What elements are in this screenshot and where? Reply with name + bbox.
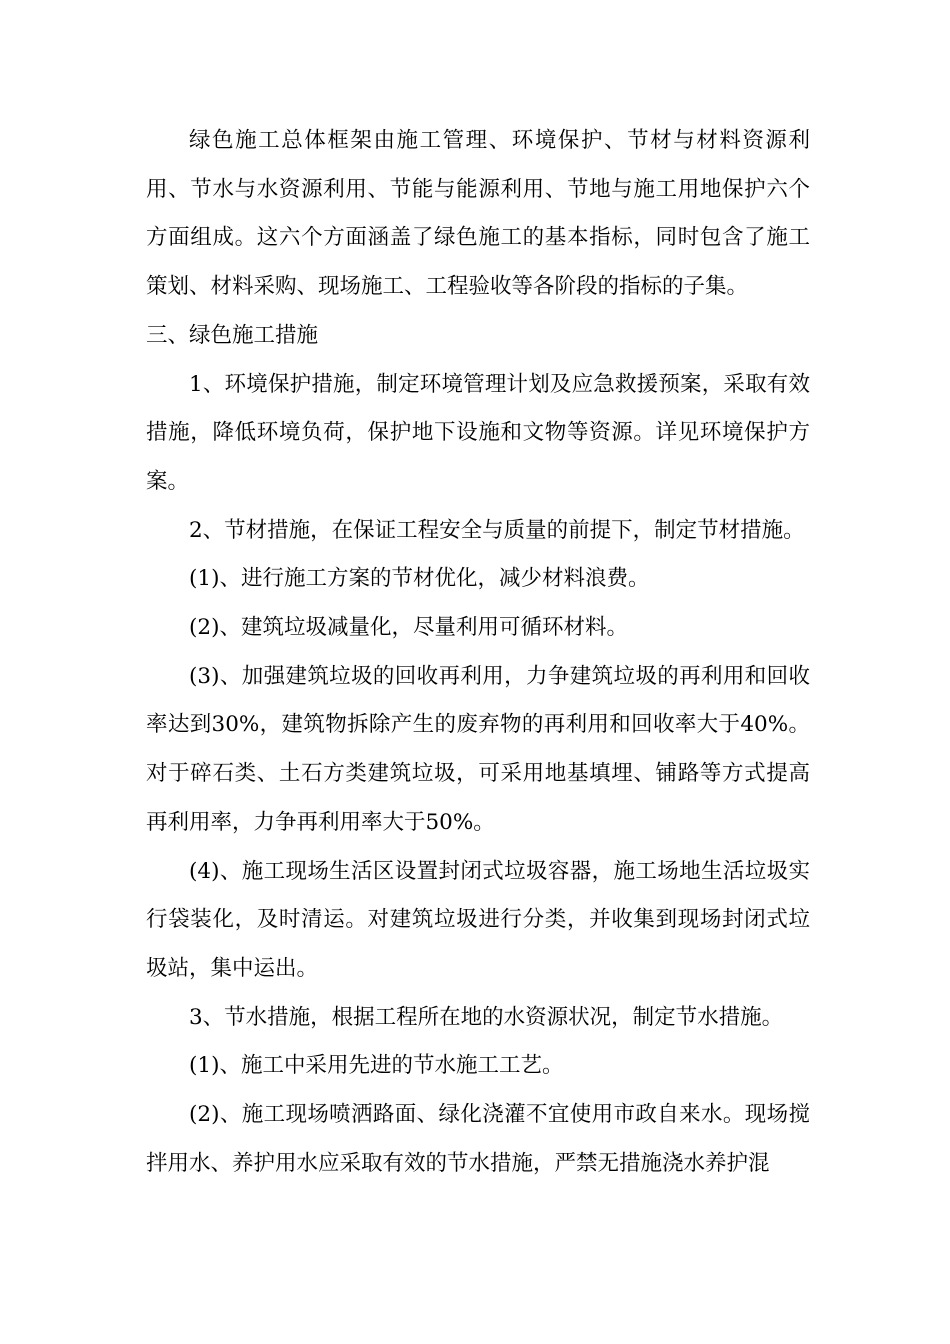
paragraph-material-saving: 2、节材措施，在保证工程安全与质量的前提下，制定节材措施。	[189, 517, 805, 543]
paragraph-water-item-2: (2)、施工现场喷洒路面、绿化浇灌不宜使用市政自来水。现场搅拌用水、养护用水应采取有效的节水措施，严禁无措施浇水养护混	[146, 1102, 810, 1176]
paragraph-environmental-protection: 1、环境保护措施，制定环境管理计划及应急救援预案，采取有效措施，降低环境负荷，保护地下设施和文物等资源。详见环境保护方案。	[146, 371, 810, 494]
paragraph-material-item-2: (2)、建筑垃圾减量化，尽量利用可循环材料。	[189, 615, 628, 641]
paragraph-water-item-1: (1)、施工中采用先进的节水施工工艺。	[189, 1053, 564, 1079]
document-page	[146, 117, 810, 1188]
paragraph-material-item-1: (1)、进行施工方案的节材优化，减少材料浪费。	[189, 566, 650, 592]
paragraph-framework-overview: 绿色施工总体框架由施工管理、环境保护、节材与材料资源利用、节水与水资源利用、节能与能源利用、节地与施工用地保护六个方面组成。这六个方面涵盖了绿色施工的基本指标，同时包含了施工策划、材料采购、现场施工、工程验收等各阶段的指标的子集。	[146, 128, 810, 300]
section-heading-green-construction-measures: 三、绿色施工措施	[146, 322, 319, 348]
paragraph-material-item-3: (3)、加强建筑垃圾的回收再利用，力争建筑垃圾的再利用和回收率达到30%，建筑物拆除产生的废弃物的再利用和回收率大于40%。对于碎石类、土石方类建筑垃圾，可采用地基填埋、铺路等方式提高再利用率，力争再利用率大于50%。	[146, 663, 810, 835]
paragraph-material-item-4: (4)、施工现场生活区设置封闭式垃圾容器，施工场地生活垃圾实行袋装化，及时清运。对建筑垃圾进行分类，并收集到现场封闭式垃圾站，集中运出。	[146, 858, 810, 981]
paragraph-water-saving: 3、节水措施，根据工程所在地的水资源状况，制定节水措施。	[189, 1004, 784, 1030]
